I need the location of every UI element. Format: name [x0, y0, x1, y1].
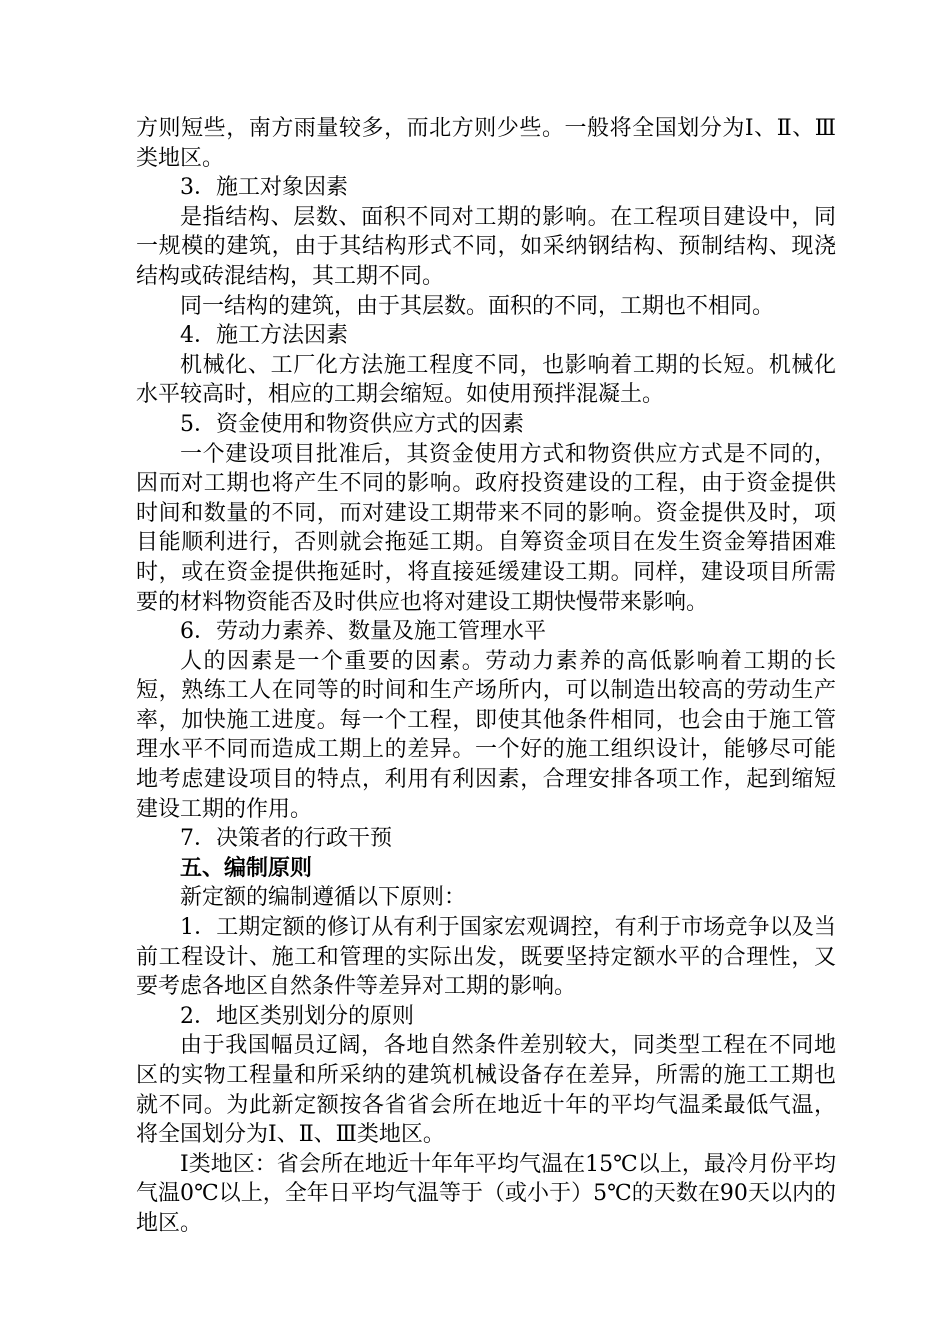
paragraph-class-i-region: Ⅰ类地区：省会所在地近十年年平均气温在15℃以上，最冷月份平均气温0℃以上，全年日平均气温等于（或小于）5℃的天数在90天以内的地区。 — [136, 1151, 836, 1236]
paragraph-structure-impact: 是指结构、层数、面积不同对工期的影响。在工程项目建设中，同一规模的建筑，由于其结构形式不同，如采纳钢结构、预制结构、现浇结构或砖混结构，其工期不同。 — [136, 204, 836, 289]
paragraph-mechanization: 机械化、工厂化方法施工程度不同，也影响着工期的长短。机械化水平较高时，相应的工期会缩短。如使用预拌混凝土。 — [136, 352, 836, 408]
paragraph-principles-intro: 新定额的编制遵循以下原则： — [180, 885, 467, 911]
paragraph-regional-classification: 由于我国幅员辽阔，各地自然条件差别较大，同类型工程在不同地区的实物工程量和所采纳的建筑机械设备存在差异，所需的施工工期也就不同。为此新定额按各省省会所在地近十年的平均气温柔最低气温，将全国划分为Ⅰ、Ⅱ、Ⅲ类地区。 — [136, 1033, 836, 1148]
paragraph-principle-1: 1．工期定额的修订从有利于国家宏观调控，有利于市场竞争以及当前工程设计、施工和管理的实际出发，既要坚持定额水平的合理性，又要考虑各地区自然条件等差异对工期的影响。 — [136, 915, 836, 1000]
paragraph-same-structure: 同一结构的建筑，由于其层数。面积的不同，工期也不相同。 — [180, 293, 775, 319]
paragraph-labor-management: 人的因素是一个重要的因素。劳动力素养的高低影响着工期的长短，熟练工人在同等的时间和生产场所内，可以制造出较高的劳动生产率，加快施工进度。每一个工程，即使其他条件相同，也会由于施工管理水平不同而造成工期上的差异。一个好的施工组织设计，能够尽可能地考虑建设项目的特点，利用有利因素，合理安排各项工作，起到缩短建设工期的作用。 — [136, 648, 836, 822]
subheading-construction-object-factor: 3．施工对象因素 — [180, 175, 348, 201]
subheading-construction-method-factor: 4．施工方法因素 — [180, 323, 348, 349]
document-page — [136, 114, 836, 1239]
paragraph-funding-supply: 一个建设项目批准后，其资金使用方式和物资供应方式是不同的，因而对工期也将产生不同的影响。政府投资建设的工程，由于资金提供时间和数量的不同，而对建设工期带来不同的影响。资金提供及时，项目能顺利进行，否则就会拖延工期。自筹资金项目在发生资金筹措困难时，或在资金提供拖延时，将直接延缓建设工期。同样，建设项目所需要的材料物资能否及时供应也将对建设工期快慢带来影响。 — [136, 441, 836, 615]
subheading-labor-management-factor: 6．劳动力素养、数量及施工管理水平 — [180, 619, 546, 645]
subheading-administrative-intervention: 7．决策者的行政干预 — [180, 826, 392, 852]
section-heading-compilation-principles: 五、编制原则 — [180, 855, 313, 881]
subheading-funding-supply-factor: 5．资金使用和物资供应方式的因素 — [180, 411, 524, 437]
paragraph-regional-division-continued: 方则短些，南方雨量较多，而北方则少些。一般将全国划分为Ⅰ、Ⅱ、Ⅲ类地区。 — [136, 116, 836, 171]
subheading-regional-classification: 2．地区类别划分的原则 — [180, 1003, 414, 1029]
